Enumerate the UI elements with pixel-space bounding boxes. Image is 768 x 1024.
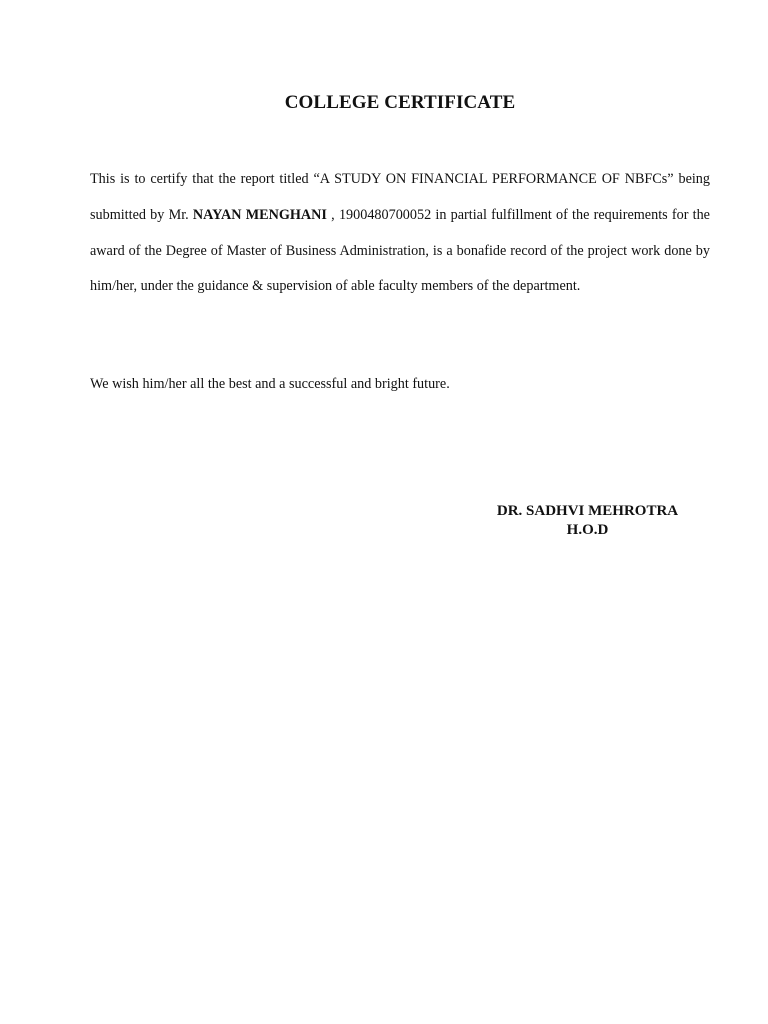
signatory-designation: H.O.D	[566, 522, 609, 538]
certificate-body	[90, 162, 710, 305]
signature-block	[480, 502, 695, 540]
certificate-title: COLLEGE CERTIFICATE	[284, 92, 516, 113]
body-rest: , 1900480700052 in partial fulfillment of the requirements for the award of the Degree of Master of Business Administration, is a bonafide record of the project work done by him/her, under the guidance & supervision of able faculty members of the department.	[90, 206, 710, 295]
wish-line: We wish him/her all the best and a successful and bright future.	[90, 376, 450, 392]
body-intro: This is to certify that the report titled “A STUDY ON FINANCIAL PERFORMANCE OF NBFCs” being submitted by Mr.	[90, 171, 710, 223]
student-name: NAYAN MENGHANI	[192, 206, 327, 223]
signatory-name: DR. SADHVI MEHROTRA	[496, 503, 679, 519]
